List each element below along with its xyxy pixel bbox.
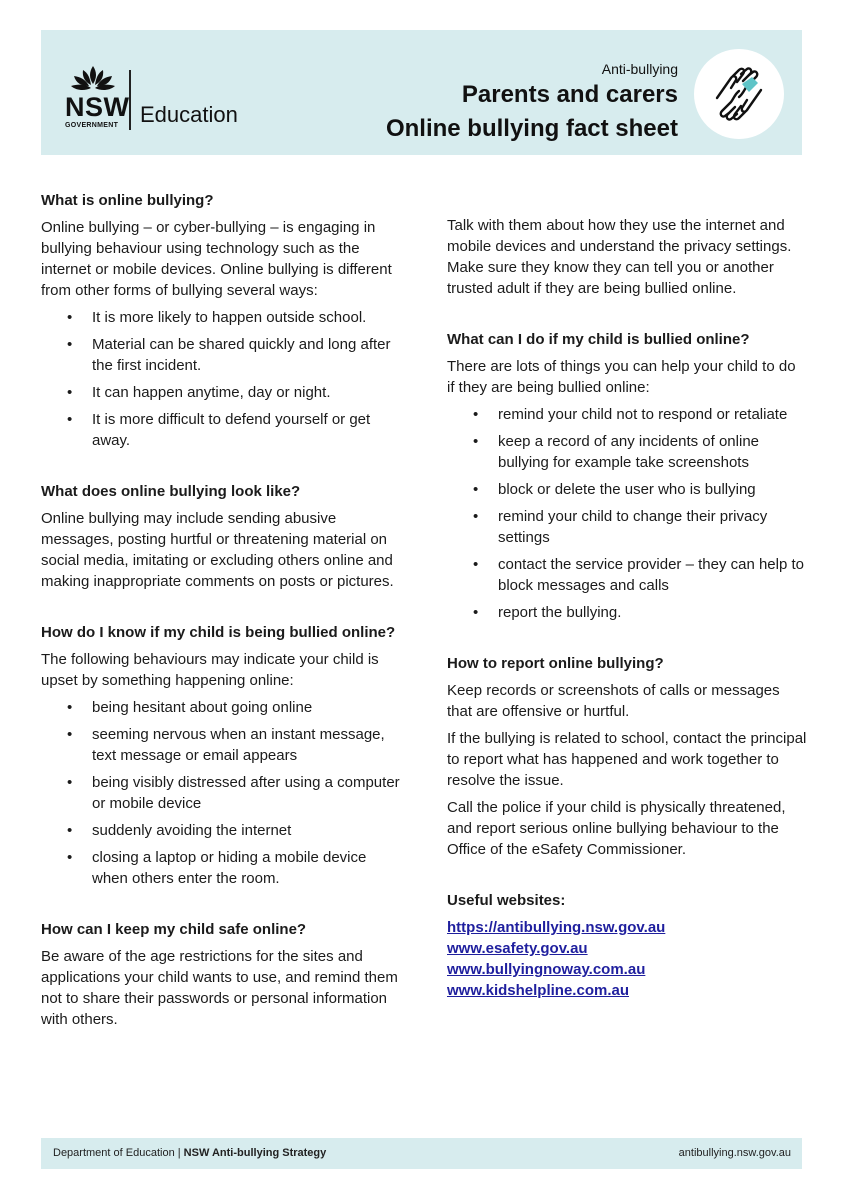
intro-paragraph: Talk with them about how they use the internet and mobile devices and understand the privacy settings. Make sure they know they can tell you or another trusted adult if they are being bullied online.: [447, 217, 792, 297]
list-item: • seeming nervous when an instant message, text message or email appears: [92, 724, 401, 766]
footer-strategy: NSW Anti-bullying Strategy: [183, 1147, 327, 1159]
section-heading: How to report online bullying?: [447, 655, 664, 672]
link-esafety[interactable]: www.esafety.gov.au: [447, 940, 588, 957]
footer-band: [41, 1138, 802, 1169]
section-paragraph: Call the police if your child is physically threatened, and report serious online bullying behaviour to the Office of the eSafety Commissioner.: [447, 799, 786, 858]
section-heading: What can I do if my child is bullied online?: [447, 331, 750, 348]
section-heading: Useful websites:: [447, 892, 566, 909]
list-item: • remind your child not to respond or retaliate: [498, 404, 807, 425]
hands-badge: [694, 49, 784, 139]
section-heading: How can I keep my child safe online?: [41, 921, 307, 938]
list-item: • Material can be shared quickly and long after the first incident.: [92, 334, 401, 376]
section-paragraph: If the bullying is related to school, contact the principal to report what has happened and work together to resolve the issue.: [447, 730, 807, 789]
list-item: • being hesitant about going online: [92, 697, 401, 718]
bullet-list: [41, 307, 401, 451]
header-kicker: Anti-bullying: [601, 61, 678, 77]
section-paragraph: Keep records or screenshots of calls or messages that are offensive or hurtful.: [447, 682, 780, 720]
section-paragraph: Be aware of the age restrictions for the sites and applications your child wants to use, and remind them not to share their passwords or personal information with others.: [41, 948, 398, 1028]
bullet-list: [447, 404, 807, 623]
list-item: • block or delete the user who is bullying: [498, 479, 807, 500]
list-item: • keep a record of any incidents of online bullying for example take screenshots: [498, 431, 807, 473]
section-paragraph: Online bullying may include sending abusive messages, posting hurtful or threatening material on social media, imitating or excluding others online and making inappropriate comments on posts or pictures.: [41, 510, 394, 590]
header-titles: [386, 60, 678, 146]
left-column: [41, 190, 401, 1036]
list-item: • It can happen anytime, day or night.: [92, 382, 401, 403]
page-title-line1: Parents and carers: [461, 81, 678, 108]
list-item: • It is more difficult to defend yourself or get away.: [92, 409, 401, 451]
section-paragraph: The following behaviours may indicate your child is upset by something happening online:: [41, 651, 379, 689]
logo-education-text: Education: [140, 102, 238, 127]
website-links: [447, 917, 807, 1001]
logo-divider: [129, 70, 131, 130]
page-title-line2: Online bullying fact sheet: [385, 115, 678, 142]
nsw-education-logo: [63, 64, 253, 134]
section-heading: What does online bullying look like?: [41, 483, 301, 500]
section-paragraph: There are lots of things you can help your child to do if they are being bullied online:: [447, 358, 796, 396]
list-item: • closing a laptop or hiding a mobile device when others enter the room.: [92, 847, 401, 889]
footer-dept: Department of Education: [53, 1147, 175, 1159]
list-item: • being visibly distressed after using a computer or mobile device: [92, 772, 401, 814]
link-antibullying[interactable]: https://antibullying.nsw.gov.au: [447, 919, 666, 936]
list-item: • It is more likely to happen outside school.: [92, 307, 401, 328]
link-bullyingnoway[interactable]: www.bullyingnoway.com.au: [447, 961, 646, 978]
logo-nsw-text: NSW: [65, 92, 130, 122]
hands-icon: [709, 64, 769, 124]
logo-government-text: GOVERNMENT: [65, 122, 119, 129]
header-banner: [41, 30, 802, 155]
section-paragraph: Online bullying – or cyber-bullying – is engaging in bullying behaviour using technology such as the internet or mobile devices. Online bullying is different from other forms of bullying several ways:: [41, 219, 392, 299]
list-item: • remind your child to change their privacy settings: [498, 506, 807, 548]
footer-separator: |: [177, 1147, 181, 1159]
section-heading: How do I know if my child is being bullied online?: [41, 624, 396, 641]
right-column: [447, 215, 807, 1001]
list-item: • contact the service provider – they can help to block messages and calls: [498, 554, 807, 596]
link-kidshelpline[interactable]: www.kidshelpline.com.au: [447, 982, 629, 999]
bullet-list: [41, 697, 401, 889]
list-item: • report the bullying.: [498, 602, 807, 623]
section-heading: What is online bullying?: [41, 192, 214, 209]
footer-left: [53, 1147, 326, 1159]
list-item: • suddenly avoiding the internet: [92, 820, 401, 841]
footer-url: antibullying.nsw.gov.au: [678, 1147, 791, 1159]
